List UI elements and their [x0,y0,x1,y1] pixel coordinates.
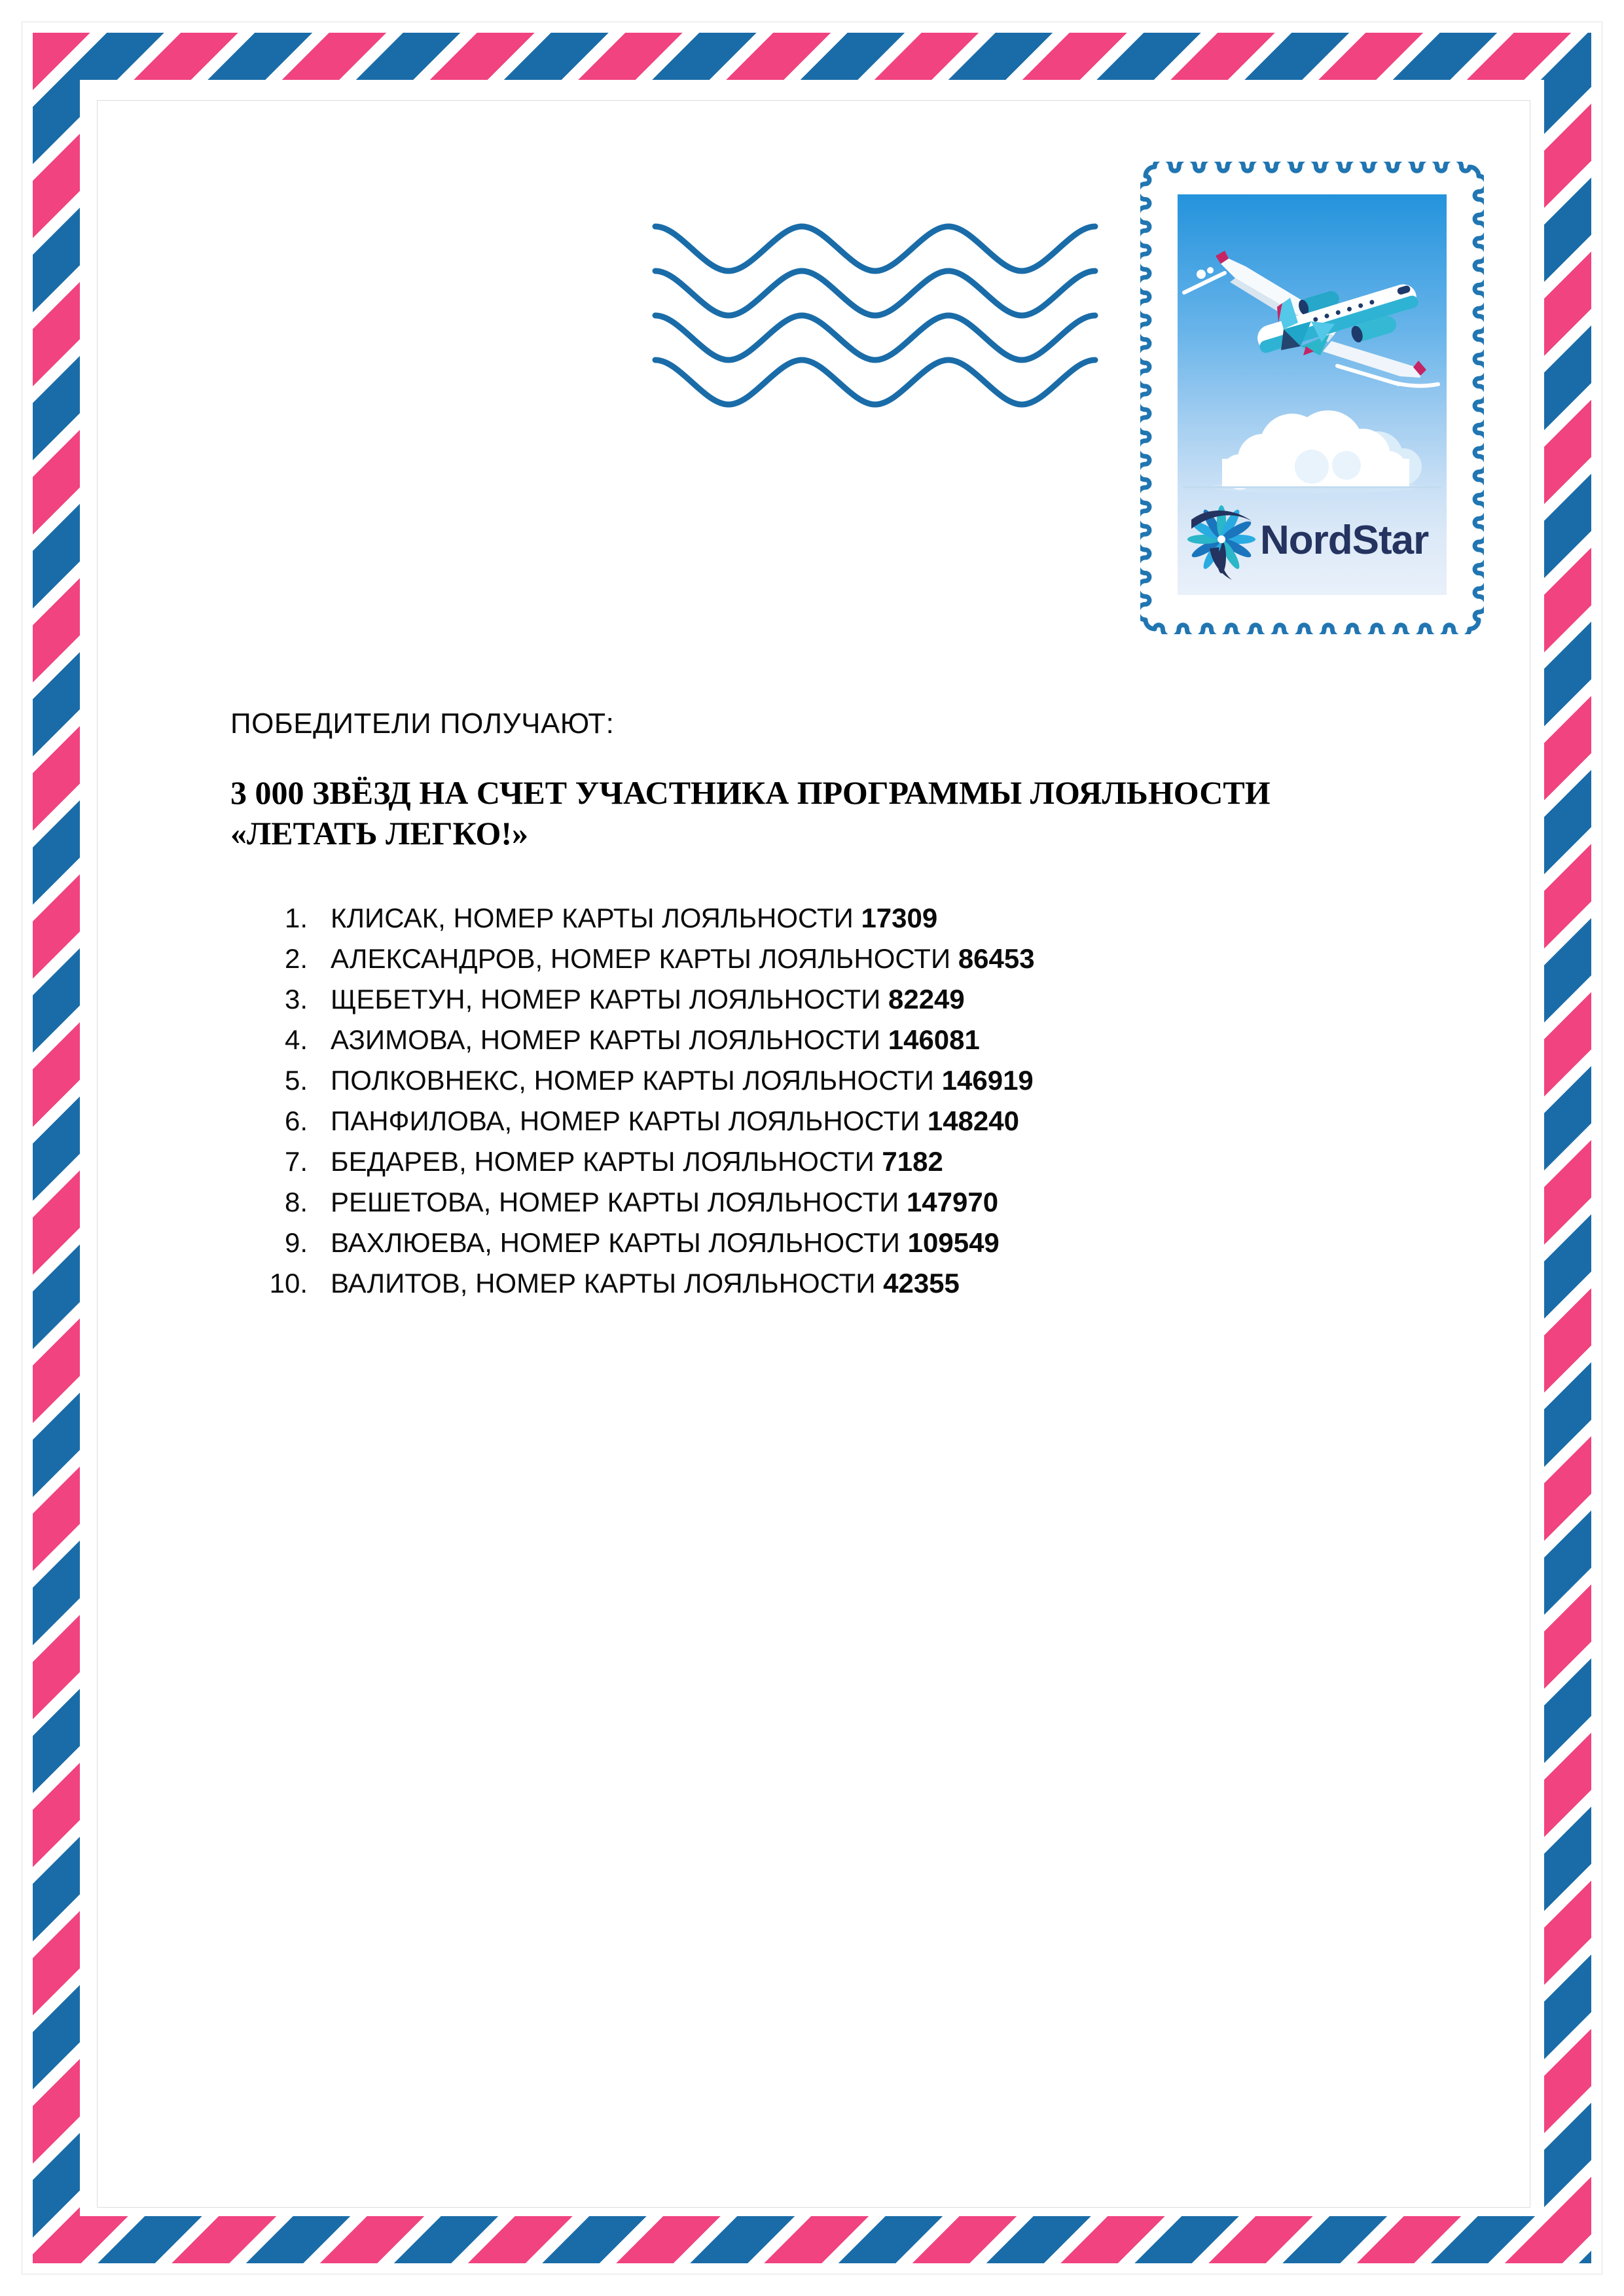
winner-card-number: 147970 [906,1187,999,1217]
winner-number: 8. [284,1187,308,1217]
winner-text: ВАХЛЮЕВА, НОМЕР КАРТЫ ЛОЯЛЬНОСТИ [331,1227,908,1258]
winner-row [230,1060,1035,1101]
winner-number: 6. [284,1105,308,1136]
winner-text: ПОЛКОВНЕКС, НОМЕР КАРТЫ ЛОЯЛЬНОСТИ [331,1065,942,1096]
winner-row [230,1101,1035,1141]
winner-row [230,939,1035,979]
winner-row [230,1223,1035,1263]
winner-row [230,1141,1035,1182]
winner-card-number: 148240 [927,1105,1020,1136]
winner-row [230,898,1035,939]
winner-text: ЩЕБЕТУН, НОМЕР КАРТЫ ЛОЯЛЬНОСТИ [331,984,888,1014]
winner-number: 2. [284,943,308,974]
winner-number: 10. [269,1268,308,1299]
prize-title-line1: 3 000 ЗВЁЗД НА СЧЕТ УЧАСТНИКА ПРОГРАММЫ ЛОЯЛЬНОСТИ [230,774,1271,811]
winner-card-number: 146919 [941,1065,1034,1096]
winner-row [230,1182,1035,1223]
winner-number: 1. [284,903,308,933]
winner-row [230,979,1035,1020]
winner-text: ПАНФИЛОВА, НОМЕР КАРТЫ ЛОЯЛЬНОСТИ [331,1105,928,1136]
winner-text: РЕШЕТОВА, НОМЕР КАРТЫ ЛОЯЛЬНОСТИ [331,1187,907,1217]
winner-text: КЛИСАК, НОМЕР КАРТЫ ЛОЯЛЬНОСТИ [331,903,861,933]
winner-text: ВАЛИТОВ, НОМЕР КАРТЫ ЛОЯЛЬНОСТИ [331,1268,884,1299]
winner-card-number: 86453 [958,943,1035,974]
winner-number: 9. [284,1227,308,1258]
winner-card-number: 146081 [888,1024,980,1055]
winner-row [230,1263,1035,1304]
winner-number: 3. [284,984,308,1014]
winner-row [230,1020,1035,1060]
prize-title-line2: «ЛЕТАТЬ ЛЕГКО!» [230,815,529,852]
winner-card-number: 7182 [882,1146,943,1177]
winner-text: АЗИМОВА, НОМЕР КАРТЫ ЛОЯЛЬНОСТИ [331,1024,888,1055]
intro-line: ПОБЕДИТЕЛИ ПОЛУЧАЮТ: [230,708,615,740]
nordstar-wordmark: NordStar [1260,518,1429,563]
stamp-image [1178,194,1447,595]
winner-card-number: 82249 [888,984,965,1014]
winner-text: БЕДАРЕВ, НОМЕР КАРТЫ ЛОЯЛЬНОСТИ [331,1146,882,1177]
postmark-wave-icon [652,199,1105,415]
winner-number: 4. [284,1024,308,1055]
prize-title [230,772,1271,853]
winner-number: 7. [284,1146,308,1177]
winner-card-number: 109549 [907,1227,1000,1258]
winner-number: 5. [284,1065,308,1096]
winners-list [230,898,1035,1304]
winner-card-number: 42355 [883,1268,960,1299]
winner-text: АЛЕКСАНДРОВ, НОМЕР КАРТЫ ЛОЯЛЬНОСТИ [331,943,958,974]
postage-stamp [1140,162,1484,634]
winner-card-number: 17309 [861,903,938,933]
